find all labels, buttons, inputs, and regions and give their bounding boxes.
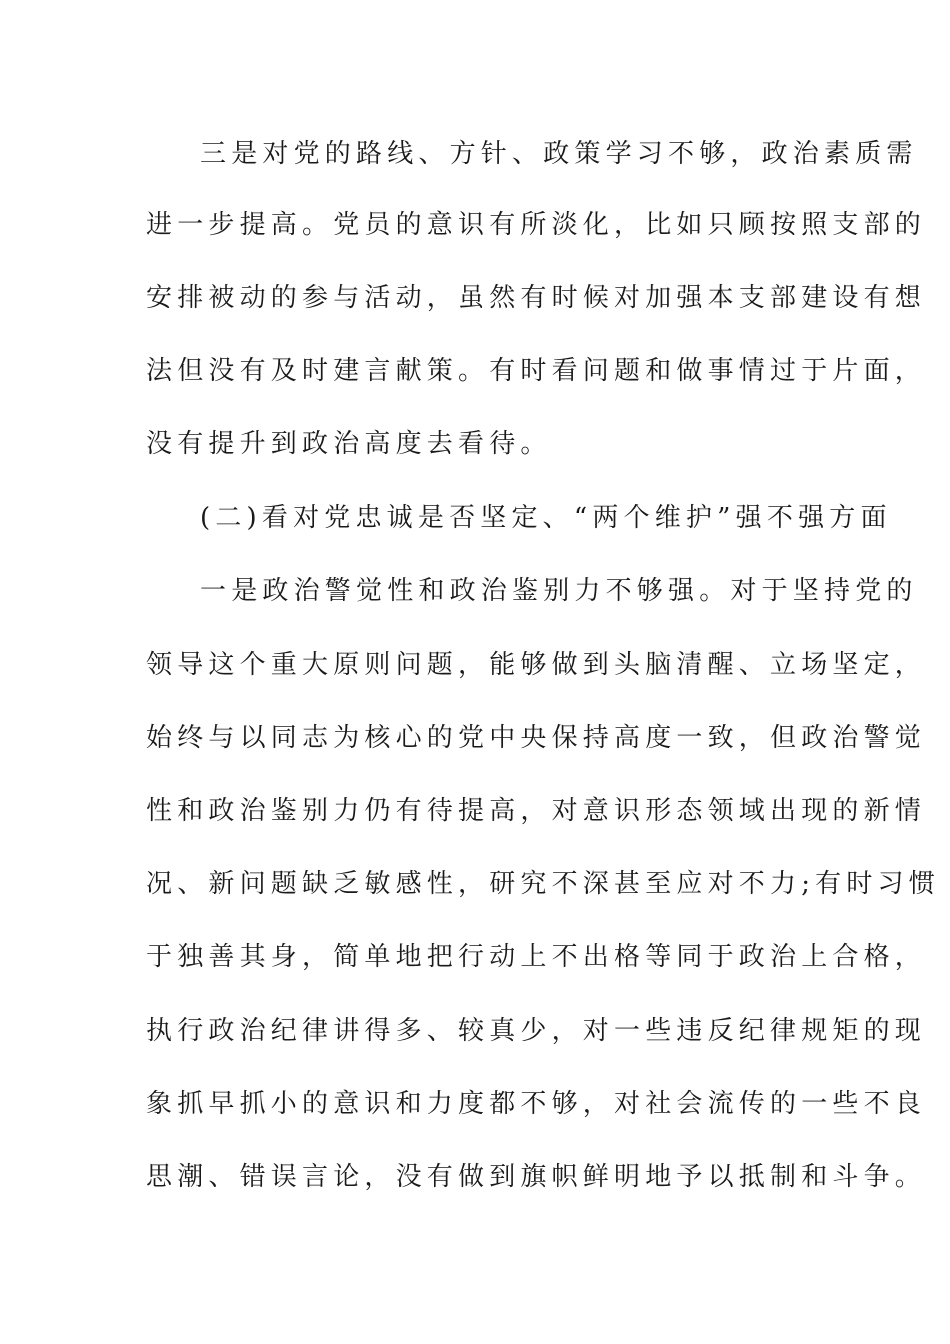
- paragraph-1-line-1: 三是对党的路线、方针、政策学习不够，政治素质需: [200, 139, 918, 169]
- paragraph-2-line-8: 象抓早抓小的意识和力度都不够，对社会流传的一些不良: [146, 1089, 927, 1119]
- paragraph-2-line-9: 思潮、错误言论，没有做到旗帜鲜明地予以抵制和斗争。: [146, 1162, 927, 1192]
- paragraph-1-line-4: 法但没有及时建言献策。有时看问题和做事情过于片面，: [146, 356, 927, 386]
- section-heading: (二)看对党忠诚是否坚定、“两个维护”强不强方面: [200, 503, 892, 533]
- paragraph-2-line-3: 始终与以同志为核心的党中央保持高度一致，但政治警觉: [146, 723, 927, 753]
- paragraph-2-line-7: 执行政治纪律讲得多、较真少，对一些违反纪律规矩的现: [146, 1016, 927, 1046]
- paragraph-1-line-3: 安排被动的参与活动，虽然有时候对加强本支部建设有想: [146, 283, 927, 313]
- paragraph-2-line-5: 况、新问题缺乏敏感性，研究不深甚至应对不力;有时习惯: [146, 869, 940, 899]
- paragraph-2-line-2: 领导这个重大原则问题，能够做到头脑清醒、立场坚定，: [146, 650, 927, 680]
- paragraph-1-line-5: 没有提升到政治高度去看待。: [146, 429, 552, 459]
- paragraph-2-line-4: 性和政治鉴别力仍有待提高，对意识形态领域出现的新情: [146, 796, 927, 826]
- paragraph-2-line-1: 一是政治警觉性和政治鉴别力不够强。对于坚持党的: [200, 576, 918, 606]
- paragraph-1-line-2: 进一步提高。党员的意识有所淡化，比如只顾按照支部的: [146, 210, 927, 240]
- paragraph-2-line-6: 于独善其身，简单地把行动上不出格等同于政治上合格，: [146, 942, 927, 972]
